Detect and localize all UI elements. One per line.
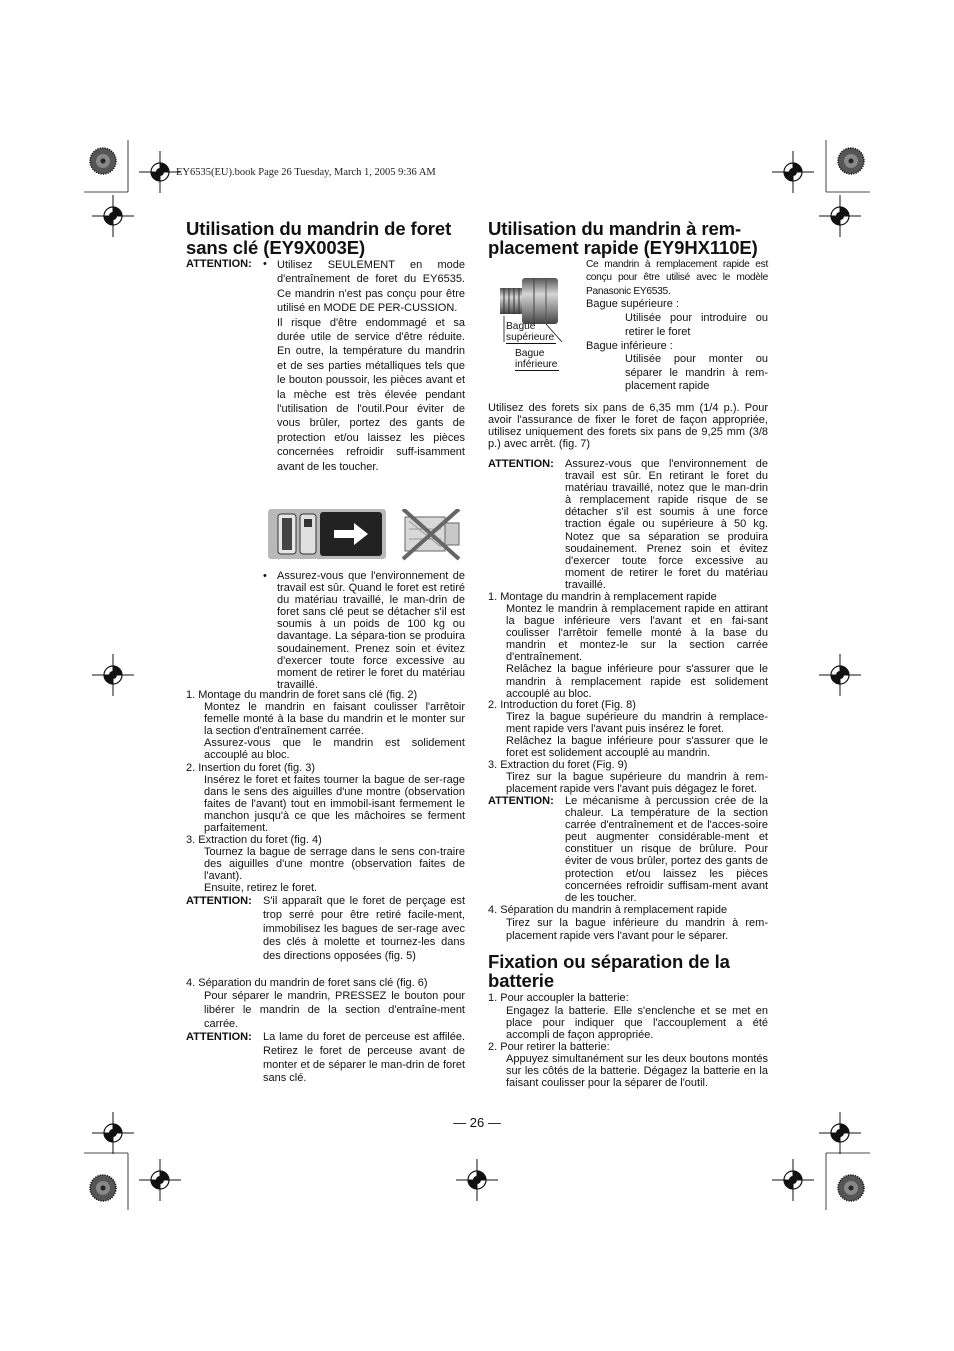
left-attention3-text: La lame du foret de perceuse est affilée. Retirez le foret de perceuse avant de monter et de séparer le man-drin de foret sans clé.: [263, 1031, 465, 1085]
right-step1-text2: Relâchez la bague inférieure pour s'assurer que le mandrin à remplacement rapide est solidement accouplé au bloc.: [506, 663, 768, 700]
left-step4-head: 4. Séparation du mandrin de foret sans clé (fig. 6): [186, 977, 428, 989]
battery-title-line1: Fixation ou séparation de la: [488, 951, 730, 972]
right-step2-text2: Relâchez la bague inférieure pour s'assurer que le foret est solidement accouplé au mandrin.: [506, 735, 768, 760]
fig-caption-lower: [515, 348, 559, 371]
left-step3-text2: Ensuite, retirez le foret.: [204, 882, 318, 895]
right-step2-body: [506, 711, 768, 759]
right-step1-body: [506, 603, 768, 700]
right-title-line1: Utilisation du mandrin à rem-: [488, 218, 742, 239]
page-number: — 26 —: [453, 1115, 501, 1130]
left-step3-body: [204, 846, 465, 894]
right-step3-text: Tirez sur la bague supérieure du mandrin à rem-placement rapide vers l'avant puis dégagez le foret.: [506, 771, 768, 796]
left-step1-head: 1. Montage du mandrin de foret sans clé (fig. 2): [186, 689, 418, 701]
upper-ring-text: Utilisée pour introduire ou retirer le foret: [625, 312, 768, 338]
right-bits-text: Utilisez des forets six pans de 6,35 mm (1/4 p.). Pour avoir l'assurance de fixer le foret de façon appropriée, utilisez uniquement des forets six pans de 9,25 mm (3/8 p.) avec arrêt. (fig. 7): [488, 402, 768, 451]
right-attention2-text: Le mécanisme à percussion crée de la chaleur. La température de la section carrée d'entraînement et de l'acces-soire peut augmenter considérable-ment et constituer un risque de brûlure. Pour éviter de vous brûler, portez des gants de protection et/ou laissez les pièces concernées refroidir suffisam-ment avant de les toucher.: [565, 795, 768, 904]
right-attention1-text: Assurez-vous que l'environnement de travail est sûr. En retirant le foret du matériau travaillé, notez que le man-drin à remplacement rapide risque de se détacher s'il est soumis à une force traction égale ou supérieure à 50 kg. Notez que sa séparation se produira soudainement. Prenez soin et évitez d'exercer toute force excessive au moment de retirer le foret du matériau travaillé.: [565, 458, 768, 591]
mode-selector-figure: [268, 509, 468, 561]
battery-step1-text: Engagez la batterie. Elle s'enclenche et se met en place pour indiquer que l'accouplement a été accompli de façon appropriée.: [506, 1005, 768, 1042]
fig-caption-upper: [506, 321, 556, 344]
left-attention2-label: ATTENTION:: [186, 895, 252, 907]
left-attention-text-1: Utilisez SEULEMENT en mode d'entraînement de foret du EY6535. Ce mandrin n'est pas conçu pour être utilisé en MODE DE PER-CUSSION.: [277, 259, 465, 315]
left-title: [186, 219, 476, 257]
right-title-line2: placement rapide (EY9HX110E): [488, 237, 758, 258]
left-attention-label: ATTENTION:: [186, 258, 252, 270]
fig-caption-upper-1: Bague: [506, 321, 536, 332]
left-step4-text: Pour séparer le mandrin, PRESSEZ le bouton pour libérer le mandrin de la section d'entraîne-ment carrée.: [204, 990, 465, 1030]
right-step1-text: Montez le mandrin à remplacement rapide en attirant la bague inférieure vers l'avant et en fai-sant coulisser l'arrêtoir femelle monté à la base du mandrin et montez-le sur la section carrée d'entraînement.: [506, 603, 768, 664]
left-step1-text2: Assurez-vous que le mandrin est solidement accouplé au bloc.: [204, 737, 465, 762]
book-header: EY6535(EU).book Page 26 Tuesday, March 1, 2005 9:36 AM: [176, 167, 436, 178]
left-step1-text: Montez le mandrin en faisant coulisser l'arrêtoir femelle monté à la base du mandrin et le monter sur la section d'entraînement carrée.: [204, 701, 465, 738]
left-step3-text: Tournez la bague de serrage dans le sens con-traire des aiguilles d'une montre (observation faites de l'avant).: [204, 846, 465, 883]
left-attention3-label: ATTENTION:: [186, 1031, 252, 1043]
left-bullet-2: •: [263, 570, 267, 582]
right-step1-head: 1. Montage du mandrin à remplacement rapide: [488, 591, 717, 603]
left-attention-text: [277, 258, 465, 474]
right-intro: Ce mandrin à remplacement rapide est conçu pour être utilisé avec le modèle Panasonic EY6535.: [586, 259, 768, 297]
left-step2-head: 2. Insertion du foret (fig. 3): [186, 762, 316, 774]
battery-step2-head: 2. Pour retirer la batterie:: [488, 1041, 610, 1053]
left-step1-body: [204, 701, 465, 761]
right-step4-head: 4. Séparation du mandrin à remplacement rapide: [488, 904, 728, 916]
fig-caption-upper-2: supérieure: [506, 332, 555, 343]
upper-ring-label: Bague supérieure :: [586, 298, 679, 310]
right-step2-head: 2. Introduction du foret (Fig. 8): [488, 699, 636, 711]
left-bullet: •: [263, 258, 267, 270]
right-attention1-label: ATTENTION:: [488, 458, 554, 470]
battery-step1-head: 1. Pour accoupler la batterie:: [488, 992, 629, 1004]
right-step2-text: Tirez la bague supérieure du mandrin à remplace-ment rapide vers l'avant puis insérez le foret.: [506, 711, 768, 736]
fig-caption-lower-2: inférieure: [515, 359, 558, 370]
right-attention2-label: ATTENTION:: [488, 795, 554, 807]
right-title: [488, 219, 778, 257]
lower-ring-text: Utilisée pour monter ou séparer le mandrin à rem-placement rapide: [625, 353, 768, 392]
left-attention2-text: S'il apparaît que le foret de perçage est trop serré pour être retiré facile-ment, immobilisez les bagues de ser-rage avec des clés à molette et tournez-les dans des directions opposées (fig. 5): [263, 895, 465, 963]
left-bullet2-text: Assurez-vous que l'environnement de travail est sûr. Quand le foret est retiré du matériau travaillé, le man-drin de foret sans clé peut se détacher s'il est soumis à un poids de 100 kg ou davantage. La sépara-tion se produira soudainement. Prenez soin et évitez d'exercer toute force excessive au moment de retirer le foret du matériau travaillé.: [277, 570, 465, 691]
right-step3-head: 3. Extraction du foret (Fig. 9): [488, 759, 628, 771]
left-title-line1: Utilisation du mandrin de foret: [186, 218, 452, 239]
right-step4-text: Tirez sur la bague inférieure du mandrin à rem-placement rapide vers l'avant pour le séparer.: [506, 917, 768, 943]
battery-step2-text: Appuyez simultanément sur les deux boutons montés sur les côtés de la batterie. Dégagez la batterie en la faisant coulisser pour la séparer de l'outil.: [506, 1053, 768, 1090]
left-step3-head: 3. Extraction du foret (fig. 4): [186, 834, 322, 846]
left-attention-text-2: Il risque d'être endommagé et sa durée utile de service d'être réduite. En outre, la température du mandrin et de ses parties métalliques tels que le bouton poussoir, les pièces avant et la mèche est très élevée pendant l'utilisation de l'outil.Pour éviter de vous brûler, portez des gants de protection et/ou laissez les pièces concernées refroidir suff-isamment avant de les toucher.: [277, 316, 465, 473]
battery-title: [488, 952, 778, 990]
fig-caption-lower-1: Bague: [515, 348, 545, 359]
battery-title-line2: batterie: [488, 970, 555, 991]
left-title-line2: sans clé (EY9X003E): [186, 237, 366, 258]
lower-ring-label: Bague inférieure :: [586, 340, 673, 352]
left-step2-text: Insérez le foret et faites tourner la bague de ser-rage dans le sens des aiguilles d'une montre (observation faites de l'avant) tout en immobil-isant fermement le manchon jusqu'à ce que les mâchoires se ferment parfaitement.: [204, 774, 465, 835]
